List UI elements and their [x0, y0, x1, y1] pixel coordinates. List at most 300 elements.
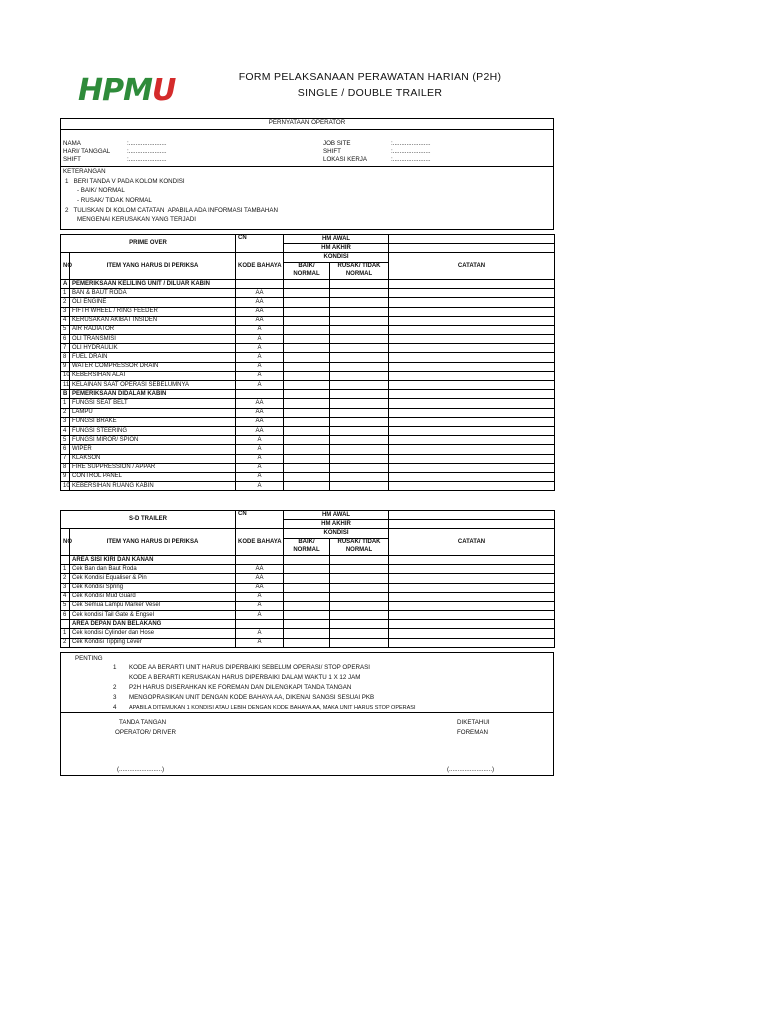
row-baik-cell[interactable] — [284, 335, 330, 344]
row-catatan-cell[interactable] — [389, 583, 555, 592]
field-lokasi-value[interactable]: :...................... — [391, 156, 431, 163]
prime-hm-akhir: HM AKHIR — [284, 244, 389, 253]
prime-col-rusak: RUSAK/ TIDAK — [330, 262, 389, 271]
row-kode: AA — [236, 417, 284, 426]
row-catatan-cell[interactable] — [389, 399, 555, 408]
row-item: PEMERIKSAAN KELILING UNIT / DILUAR KABIN — [70, 279, 236, 288]
row-item: WATER COMPRESSOR DRAIN — [70, 362, 236, 371]
row-baik-cell[interactable] — [284, 436, 330, 445]
row-rusak-cell[interactable] — [330, 436, 389, 445]
row-item: KELAINAN SAAT OPERASI SEBELUMNYA — [70, 381, 236, 390]
row-baik-cell[interactable] — [284, 574, 330, 583]
row-kode — [236, 620, 284, 629]
operator-section — [60, 118, 554, 230]
prime-hm-awal: HM AWAL — [284, 235, 389, 244]
row-no: 8 — [61, 353, 70, 362]
row-item: Cek kondisi Cylinder dan Hose — [70, 629, 236, 638]
table-row — [61, 611, 555, 620]
row-no: 1 — [61, 629, 70, 638]
row-catatan-cell[interactable] — [389, 454, 555, 463]
row-rusak-cell[interactable] — [330, 399, 389, 408]
row-kode: A — [236, 601, 284, 610]
section-row — [61, 555, 555, 564]
trailer-col-rusak-2: NORMAL — [330, 547, 389, 556]
row-item: Cek kondisi Tail Gate & Engsel — [70, 611, 236, 620]
trailer-col-baik: BAIK/ — [284, 538, 330, 547]
sign-right-line1: DIKETAHUI — [457, 719, 490, 726]
row-catatan-cell[interactable] — [389, 445, 555, 454]
trailer-col-kondisi: KONDISI — [284, 529, 389, 538]
row-kode — [236, 555, 284, 564]
row-item: KERUSAKAN AKIBAT INSIDEN — [70, 316, 236, 325]
row-no — [61, 555, 70, 564]
penting-title: PENTING — [75, 655, 103, 662]
table-row — [61, 454, 555, 463]
row-no: 4 — [61, 592, 70, 601]
row-no: 6 — [61, 611, 70, 620]
row-kode: A — [236, 629, 284, 638]
prime-col-baik-2: NORMAL — [284, 271, 330, 280]
trailer-hm-awal: HM AWAL — [284, 511, 389, 520]
row-rusak-cell[interactable] — [330, 390, 389, 399]
row-kode: AA — [236, 574, 284, 583]
row-baik-cell[interactable] — [284, 454, 330, 463]
row-no: 2 — [61, 574, 70, 583]
row-item: KEBERSIHAN ALAT — [70, 371, 236, 380]
row-item: Cek Kondisi Mud Guard — [70, 592, 236, 601]
row-rusak-cell[interactable] — [330, 445, 389, 454]
trailer-col-kode: KODE BAHAYA — [236, 529, 284, 556]
row-no: 3 — [61, 417, 70, 426]
field-shift-value[interactable]: :...................... — [127, 156, 167, 163]
row-catatan-cell[interactable] — [389, 344, 555, 353]
prime-col-item: ITEM YANG HARUS DI PERIKSA — [70, 253, 236, 280]
row-catatan-cell[interactable] — [389, 289, 555, 298]
row-rusak-cell[interactable] — [330, 472, 389, 481]
table-row — [61, 353, 555, 362]
table-row — [61, 436, 555, 445]
row-catatan-cell[interactable] — [389, 629, 555, 638]
row-kode: A — [236, 472, 284, 481]
prime-col-catatan: CATATAN — [389, 253, 555, 280]
row-no: 7 — [61, 344, 70, 353]
row-catatan-cell[interactable] — [389, 307, 555, 316]
row-kode: AA — [236, 565, 284, 574]
penting-no-3: 3 — [113, 694, 117, 701]
trailer-col-catatan: CATATAN — [389, 529, 555, 556]
field-nama-label: NAMA — [63, 140, 81, 147]
table-row — [61, 592, 555, 601]
row-catatan-cell[interactable] — [389, 417, 555, 426]
row-rusak-cell[interactable] — [330, 620, 389, 629]
row-kode: AA — [236, 426, 284, 435]
row-no: 3 — [61, 583, 70, 592]
row-no: 6 — [61, 335, 70, 344]
trailer-cn-label: CN — [236, 511, 284, 529]
row-rusak-cell[interactable] — [330, 574, 389, 583]
divider — [61, 166, 553, 167]
row-kode: A — [236, 436, 284, 445]
prime-cn-label: CN — [236, 235, 284, 253]
table-row — [61, 638, 555, 647]
row-item: WIPER — [70, 445, 236, 454]
row-baik-cell[interactable] — [284, 371, 330, 380]
table-row — [61, 371, 555, 380]
keterangan-line-3: - RUSAK/ TIDAK NORMAL — [77, 197, 152, 204]
row-catatan-cell[interactable] — [389, 482, 555, 491]
penting-text-1b: KODE A BERARTI KERUSAKAN HARUS DIPERBAIKI DALAM WAKTU 1 X 12 JAM — [129, 674, 361, 681]
sign-left-line1: TANDA TANGAN — [119, 719, 167, 726]
row-kode: A — [236, 482, 284, 491]
row-baik-cell[interactable] — [284, 289, 330, 298]
row-item: Cek Kondisi Spring — [70, 583, 236, 592]
row-catatan-cell[interactable] — [389, 565, 555, 574]
row-item: Cek Semua Lampu Marker Vesel — [70, 601, 236, 610]
row-item: OLI TRANSMISI — [70, 335, 236, 344]
row-no: 5 — [61, 601, 70, 610]
prime-col-rusak-2: NORMAL — [330, 271, 389, 280]
row-kode: A — [236, 445, 284, 454]
row-item: Cek Kondisi Tipping Lever — [70, 638, 236, 647]
row-item: BAN & BAUT RODA — [70, 289, 236, 298]
table-row — [61, 399, 555, 408]
row-catatan-cell[interactable] — [389, 390, 555, 399]
row-kode — [236, 390, 284, 399]
row-item: OLI ENGINE — [70, 298, 236, 307]
row-baik-cell[interactable] — [284, 279, 330, 288]
row-item: FUNGSI BRAKE — [70, 417, 236, 426]
row-item: AREA SISI KIRI DAN KANAN — [70, 555, 236, 564]
prime-over-title: PRIME OVER — [61, 235, 236, 253]
penting-section — [60, 652, 554, 776]
row-catatan-cell[interactable] — [389, 620, 555, 629]
row-kode: AA — [236, 408, 284, 417]
row-no: B — [61, 390, 70, 399]
row-item: FUNGSI SEAT BELT — [70, 399, 236, 408]
row-item: KEBERSIHAN RUANG KABIN — [70, 482, 236, 491]
row-rusak-cell[interactable] — [330, 555, 389, 564]
row-no: 2 — [61, 408, 70, 417]
table-row — [61, 362, 555, 371]
row-catatan-cell[interactable] — [389, 638, 555, 647]
row-rusak-cell[interactable] — [330, 408, 389, 417]
row-rusak-cell[interactable] — [330, 335, 389, 344]
row-baik-cell[interactable] — [284, 463, 330, 472]
row-no: A — [61, 279, 70, 288]
field-nama-value[interactable]: :...................... — [127, 140, 167, 147]
row-rusak-cell[interactable] — [330, 307, 389, 316]
penting-text-3: MENGOPRASIKAN UNIT DENGAN KODE BAHAYA AA, DIKENAI SANGSI SESUAI PKB — [129, 694, 375, 701]
table-row — [61, 289, 555, 298]
row-rusak-cell[interactable] — [330, 417, 389, 426]
field-jobsite-value[interactable]: :...................... — [391, 140, 431, 147]
row-rusak-cell[interactable] — [330, 592, 389, 601]
row-no: 6 — [61, 445, 70, 454]
row-no: 9 — [61, 362, 70, 371]
row-kode: A — [236, 454, 284, 463]
row-baik-cell[interactable] — [284, 344, 330, 353]
row-catatan-cell[interactable] — [389, 601, 555, 610]
row-baik-cell[interactable] — [284, 390, 330, 399]
prime-col-kondisi: KONDISI — [284, 253, 389, 262]
field-shift2-value[interactable]: :...................... — [391, 148, 431, 155]
row-baik-cell[interactable] — [284, 565, 330, 574]
row-baik-cell[interactable] — [284, 620, 330, 629]
row-kode: A — [236, 638, 284, 647]
row-rusak-cell[interactable] — [330, 289, 389, 298]
row-rusak-cell[interactable] — [330, 371, 389, 380]
row-rusak-cell[interactable] — [330, 362, 389, 371]
row-rusak-cell[interactable] — [330, 463, 389, 472]
table-row — [61, 565, 555, 574]
section-row — [61, 279, 555, 288]
row-kode: A — [236, 611, 284, 620]
row-baik-cell[interactable] — [284, 353, 330, 362]
row-catatan-cell[interactable] — [389, 555, 555, 564]
trailer-title: S-D TRAILER — [61, 511, 236, 529]
form-title: FORM PELAKSANAAN PERAWATAN HARIAN (P2H) — [238, 71, 502, 83]
row-kode: A — [236, 362, 284, 371]
row-baik-cell[interactable] — [284, 472, 330, 481]
row-no: 1 — [61, 565, 70, 574]
trailer-col-baik-2: NORMAL — [284, 547, 330, 556]
field-shift-label: SHIFT — [63, 156, 81, 163]
row-catatan-cell[interactable] — [389, 279, 555, 288]
sign-left-blank[interactable]: (.........................) — [117, 766, 165, 773]
trailer-hm-awal-value[interactable] — [389, 511, 555, 520]
field-tanggal-value[interactable]: :...................... — [127, 148, 167, 155]
row-item: PEMERIKSAAN DIDALAM KABIN — [70, 390, 236, 399]
row-catatan-cell[interactable] — [389, 472, 555, 481]
row-rusak-cell[interactable] — [330, 601, 389, 610]
trailer-hm-akhir: HM AKHIR — [284, 520, 389, 529]
row-rusak-cell[interactable] — [330, 344, 389, 353]
field-jobsite-label: JOB SITE — [323, 140, 351, 147]
row-baik-cell[interactable] — [284, 555, 330, 564]
penting-text-4: APABILA DITEMUKAN 1 KONDISI ATAU LEBIH DENGAN KODE BAHAYA AA, MAKA UNIT HARUS STOP OPERASI — [129, 705, 416, 711]
row-item: CONTROL PANEL — [70, 472, 236, 481]
field-tanggal-label: HARI/ TANGGAL — [63, 148, 111, 155]
penting-text-2: P2H HARUS DISERAHKAN KE FOREMAN DAN DILENGKAPI TANDA TANGAN — [129, 684, 352, 691]
row-item: FIRE SUPPRESSION / APPAR — [70, 463, 236, 472]
table-row — [61, 445, 555, 454]
keterangan-line-2: - BAIK/ NORMAL — [77, 187, 125, 194]
row-baik-cell[interactable] — [284, 362, 330, 371]
logo-text-red: U — [151, 73, 176, 108]
row-kode: AA — [236, 298, 284, 307]
row-catatan-cell[interactable] — [389, 408, 555, 417]
row-item: AREA DEPAN DAN BELAKANG — [70, 620, 236, 629]
row-baik-cell[interactable] — [284, 445, 330, 454]
row-item: FUNGSI MIROR/ SPION — [70, 436, 236, 445]
prime-over-table — [60, 234, 555, 491]
row-rusak-cell[interactable] — [330, 298, 389, 307]
row-baik-cell[interactable] — [284, 316, 330, 325]
trailer-col-no: NO — [61, 529, 70, 556]
row-rusak-cell[interactable] — [330, 638, 389, 647]
table-row — [61, 426, 555, 435]
row-catatan-cell[interactable] — [389, 463, 555, 472]
row-kode: AA — [236, 399, 284, 408]
table-row — [61, 601, 555, 610]
table-row — [61, 463, 555, 472]
row-rusak-cell[interactable] — [330, 426, 389, 435]
logo-text-green: HPM — [78, 73, 152, 108]
row-catatan-cell[interactable] — [389, 353, 555, 362]
row-rusak-cell[interactable] — [330, 565, 389, 574]
trailer-col-rusak: RUSAK/ TIDAK — [330, 538, 389, 547]
row-no — [61, 620, 70, 629]
prime-col-no: NO — [61, 253, 70, 280]
row-baik-cell[interactable] — [284, 583, 330, 592]
row-no: 5 — [61, 325, 70, 334]
row-item: OLI HYDRAULIK — [70, 344, 236, 353]
table-row — [61, 417, 555, 426]
table-row — [61, 325, 555, 334]
penting-no-4: 4 — [113, 704, 117, 711]
row-baik-cell[interactable] — [284, 426, 330, 435]
trailer-hm-akhir-value[interactable] — [389, 520, 555, 529]
form-subtitle: SINGLE / DOUBLE TRAILER — [297, 87, 443, 99]
row-baik-cell[interactable] — [284, 611, 330, 620]
row-baik-cell[interactable] — [284, 381, 330, 390]
row-kode: A — [236, 381, 284, 390]
row-no: 7 — [61, 454, 70, 463]
keterangan-line-4: 2 TULISKAN DI KOLOM CATATAN APABILA ADA INFORMASI TAMBAHAN — [65, 207, 278, 214]
row-no: 10 — [61, 482, 70, 491]
prime-hm-akhir-value[interactable] — [389, 244, 555, 253]
row-baik-cell[interactable] — [284, 638, 330, 647]
row-kode: A — [236, 463, 284, 472]
row-catatan-cell[interactable] — [389, 574, 555, 583]
row-baik-cell[interactable] — [284, 325, 330, 334]
row-rusak-cell[interactable] — [330, 611, 389, 620]
row-baik-cell[interactable] — [284, 298, 330, 307]
table-row — [61, 307, 555, 316]
row-catatan-cell[interactable] — [389, 611, 555, 620]
row-catatan-cell[interactable] — [389, 371, 555, 380]
keterangan-title: KETERANGAN — [63, 168, 106, 175]
table-row — [61, 335, 555, 344]
row-no: 1 — [61, 289, 70, 298]
trailer-col-item: ITEM YANG HARUS DI PERIKSA — [70, 529, 236, 556]
row-no: 4 — [61, 316, 70, 325]
section-row — [61, 620, 555, 629]
row-rusak-cell[interactable] — [330, 629, 389, 638]
row-no: 9 — [61, 472, 70, 481]
row-baik-cell[interactable] — [284, 592, 330, 601]
keterangan-line-1: 1 BERI TANDA V PADA KOLOM KONDISI — [65, 178, 185, 185]
table-row — [61, 574, 555, 583]
row-no: 5 — [61, 436, 70, 445]
table-row — [61, 408, 555, 417]
row-kode: AA — [236, 583, 284, 592]
penting-no-1: 1 — [113, 664, 117, 671]
row-rusak-cell[interactable] — [330, 482, 389, 491]
row-baik-cell[interactable] — [284, 399, 330, 408]
row-item: FUNGSI STEERING — [70, 426, 236, 435]
row-item: Cek Kondisi Equaliser & Pin — [70, 574, 236, 583]
row-catatan-cell[interactable] — [389, 335, 555, 344]
row-baik-cell[interactable] — [284, 307, 330, 316]
row-catatan-cell[interactable] — [389, 592, 555, 601]
row-catatan-cell[interactable] — [389, 436, 555, 445]
row-kode: AA — [236, 307, 284, 316]
row-catatan-cell[interactable] — [389, 362, 555, 371]
penting-no-2: 2 — [113, 684, 117, 691]
table-row — [61, 344, 555, 353]
row-rusak-cell[interactable] — [330, 381, 389, 390]
prime-col-baik: BAIK/ — [284, 262, 330, 271]
row-kode: A — [236, 344, 284, 353]
row-rusak-cell[interactable] — [330, 454, 389, 463]
row-kode — [236, 279, 284, 288]
row-kode: A — [236, 371, 284, 380]
row-no: 4 — [61, 426, 70, 435]
row-no: 1 — [61, 399, 70, 408]
row-catatan-cell[interactable] — [389, 426, 555, 435]
row-catatan-cell[interactable] — [389, 381, 555, 390]
row-no: 2 — [61, 638, 70, 647]
row-baik-cell[interactable] — [284, 629, 330, 638]
divider — [61, 712, 553, 713]
table-row — [61, 381, 555, 390]
row-kode: AA — [236, 316, 284, 325]
trailer-table — [60, 510, 555, 648]
prime-col-kode: KODE BAHAYA — [236, 253, 284, 280]
row-kode: A — [236, 325, 284, 334]
keterangan-line-5: MENGENAI KERUSAKAN YANG TERJADI — [77, 216, 196, 223]
row-item: FIFTH WHEEL / RING FEEDER — [70, 307, 236, 316]
row-baik-cell[interactable] — [284, 482, 330, 491]
row-rusak-cell[interactable] — [330, 316, 389, 325]
row-catatan-cell[interactable] — [389, 316, 555, 325]
row-rusak-cell[interactable] — [330, 279, 389, 288]
row-item: LAMPU — [70, 408, 236, 417]
table-row — [61, 482, 555, 491]
row-kode: A — [236, 592, 284, 601]
row-kode: A — [236, 335, 284, 344]
row-no: 8 — [61, 463, 70, 472]
row-kode: A — [236, 353, 284, 362]
row-no: 10 — [61, 371, 70, 380]
row-item: FUEL DRAIN — [70, 353, 236, 362]
row-catatan-cell[interactable] — [389, 325, 555, 334]
field-shift2-label: SHIFT — [323, 148, 341, 155]
row-rusak-cell[interactable] — [330, 353, 389, 362]
section-row — [61, 390, 555, 399]
table-row — [61, 583, 555, 592]
prime-hm-awal-value[interactable] — [389, 235, 555, 244]
table-row — [61, 472, 555, 481]
row-kode: AA — [236, 289, 284, 298]
row-rusak-cell[interactable] — [330, 325, 389, 334]
row-baik-cell[interactable] — [284, 408, 330, 417]
table-row — [61, 629, 555, 638]
row-baik-cell[interactable] — [284, 417, 330, 426]
row-catatan-cell[interactable] — [389, 298, 555, 307]
row-baik-cell[interactable] — [284, 601, 330, 610]
field-lokasi-label: LOKASI KERJA — [323, 156, 368, 163]
sign-right-blank[interactable]: (.........................) — [447, 766, 495, 773]
row-rusak-cell[interactable] — [330, 583, 389, 592]
sign-left-line2: OPERATOR/ DRIVER — [115, 729, 176, 736]
sign-right-line2: FOREMAN — [457, 729, 488, 736]
row-item: KLAKSON — [70, 454, 236, 463]
row-no: 11 — [61, 381, 70, 390]
table-row — [61, 316, 555, 325]
table-row — [61, 298, 555, 307]
